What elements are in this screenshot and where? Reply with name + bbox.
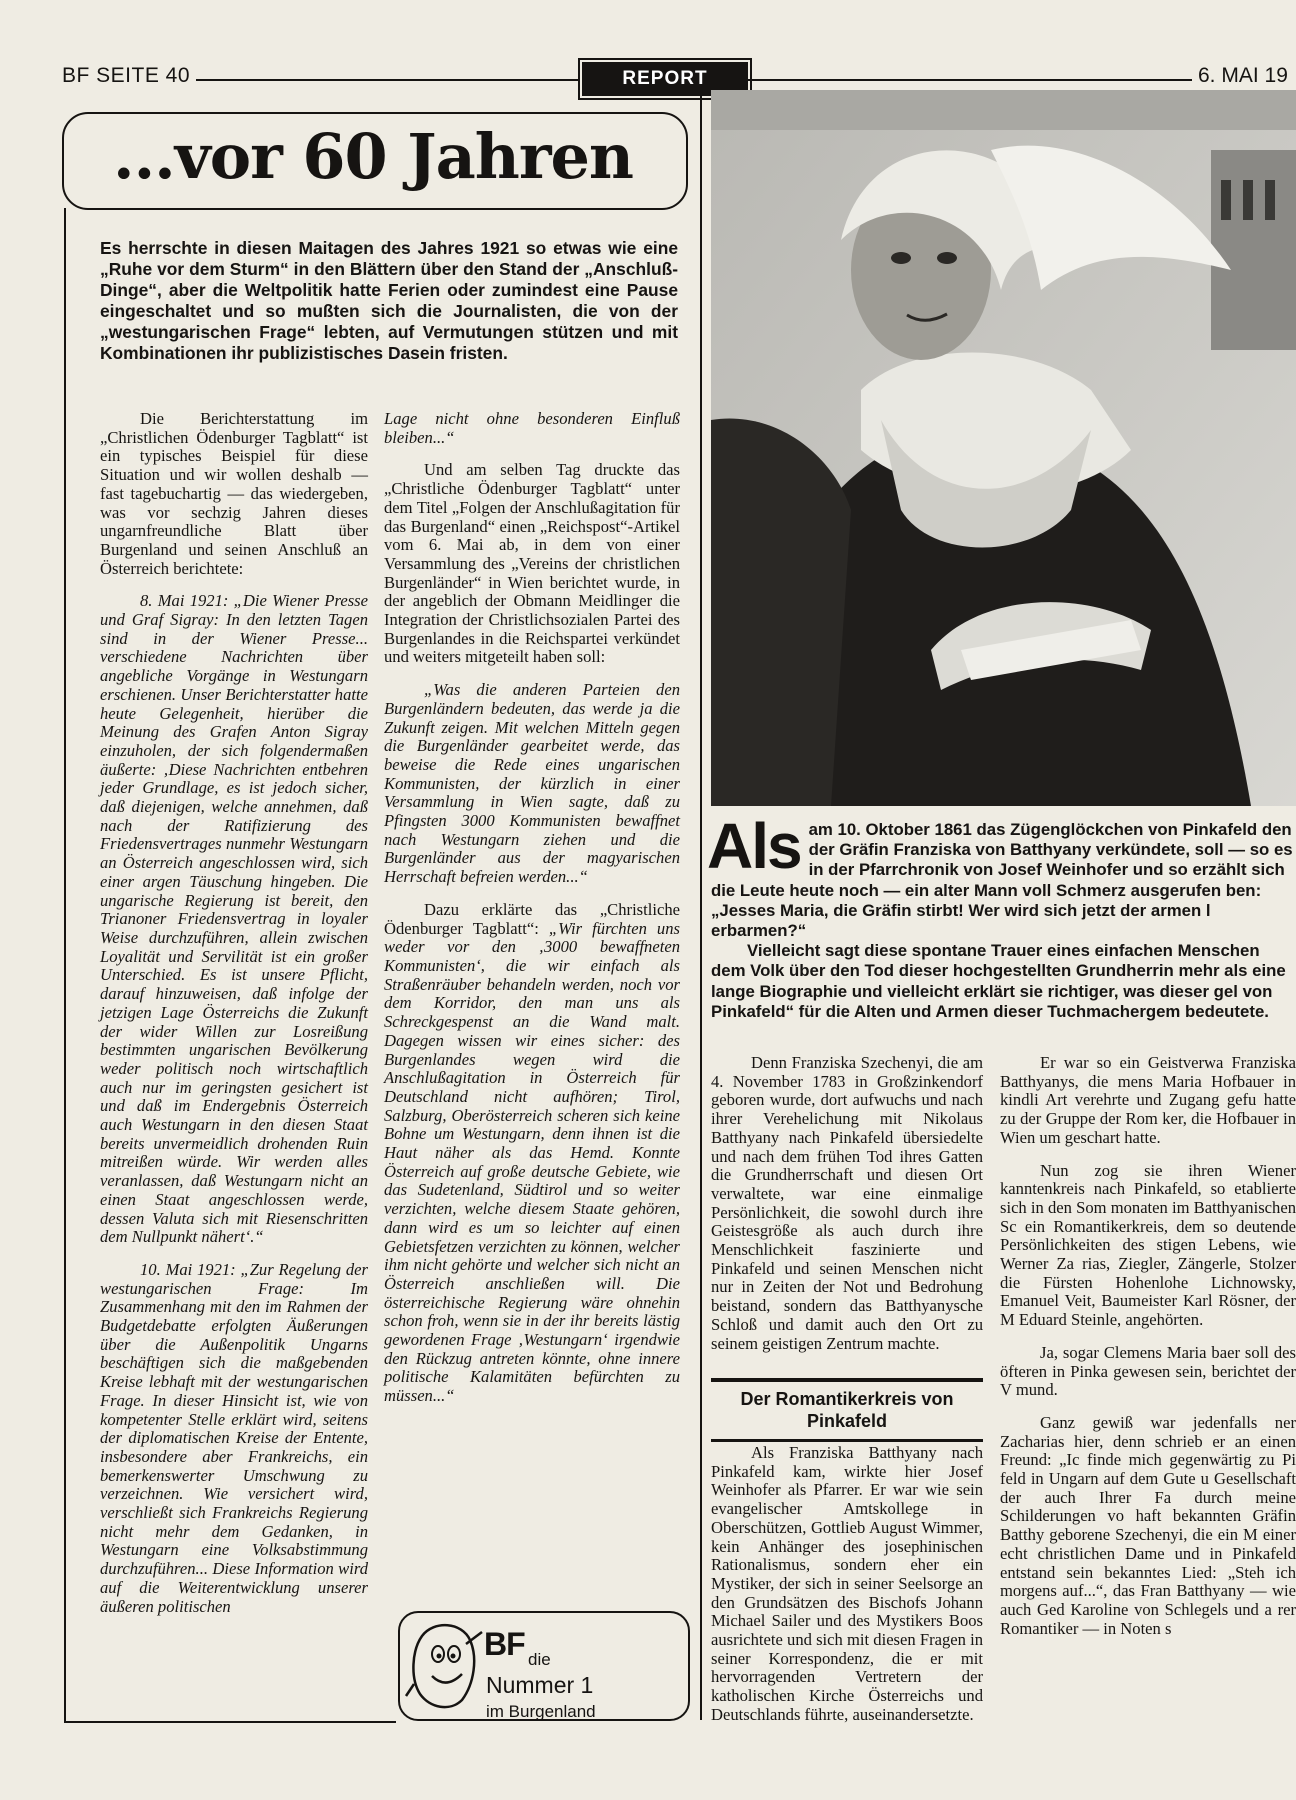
portrait-photo-image [711,90,1296,806]
col2-paragraph-3: „Was die anderen Parteien den Burgenländern bedeuten, das werde ja die Zukunft zeigen. Mit welchen Mitteln gegen die Burgenländer gearbeitet werde, das beweise die Rede eines ungarischen Kommunisten, der kürzlich in einer Versammlung in Wien sagte, daß zu Pfingsten 3000 Kommunisten bewaffnet nach Westungarn ziehen und die Burgenländer aus der magyarischen Herrschaft befreien werden...“ [384,680,680,887]
column-1 [100,410,368,1630]
col4-paragraph-2: Nun zog sie ihren Wiener kanntenkreis nach Pinkafeld, so etablierte sich in den Som monaten im Batthyanischen Sc ein Romantikerkreis, dem so deutende Persönlichkeiten des stigen Lebens, wie Werner Za rias, Ziegler, Zängerle, Stolzer die Fürsten Hohenlohe Lichnowsky, Emanuel Veit, Baumeister Karl Rösner, der M Eduard Steinle, angehörten. [1000,1160,1296,1330]
ad-text-nummer: Nummer 1 [486,1672,594,1698]
col2-paragraph-4-intro: Dazu erklärte das „Christliche Ödenburger Tagblatt“: [384,899,680,938]
section-label: REPORT [582,62,748,96]
col1-paragraph-2: 8. Mai 1921: „Die Wiener Presse und Graf Sigray: In den letzten Tagen sind in der Wiener Presse... verschiedene Nachrichten über angebliche Vorgänge in Westungarn erschienen. Unser Berichterstatter hatte heute Gelegenheit, hierüber die Meinung des Grafen Anton Sigray einzuholen, der sich folgendermaßen äußerte: ‚Diese Nachrichten entbehren jeder Grundlage, es ist jedoch sicher, daß diejenigen, welche annehmen, daß nach der Ratifizierung des Friedensvertrages nunmehr Westungarn an Österreich angeschlossen wird, sich einer argen Täuschung hingeben. Die ungarische Regierung ist bereit, den Trianoner Friedensvertrag in loyaler Weise durchzuführen, allein zwischen Loyalität und Servilität ist ein großer Unterschied. Es ist unsere Pflicht, darauf hinzuweisen, daß infolge der jetzigen Lage Österreichs die Zukunft der wider Willen zur Losreißung bestimmten ungarischen Bevölkerung weder politisch noch wirtschaftlich auch nur im geringsten gesichert ist und daß im Endergebnis Österreich auch Westungarn in den diesen Staat bereits unvermeidlich drohenden Ruin mitreißen würde. Wir werden alles veranlassen, daß Westungarn nicht an einen Staat angeschlossen werde, dessen Valuta sich mit Riesenschritten dem Nullpunkt nähert‘.“ [100,591,368,1247]
frame-rule-center [700,90,702,1720]
ad-text-region: im Burgenland [486,1702,596,1721]
frame-rule-left [64,208,66,1723]
mascot-illustration [404,1614,486,1714]
col2-paragraph-2: Und am selben Tag druckte das „Christliche Ödenburger Tagblatt“ unter dem Titel „Folgen der Anschlußagitation für das Burgenland“ einen „Reichspost“-Artikel vom 6. Mai ab, in dem von einer Versammlung des „Vereins der christlichen Burgenländer“ in Wien berichtet wurde, in der angeblich der Obmann Meidlinger die Integration der Christlichsozialen Partei des Burgenlandes in die Reichspartei verkündet und weiters mitgeteilt haben soll: [384,460,680,667]
col4-paragraph-1: Er war so ein Geistverwa Franziska Batthyanys, die mens Maria Hofbauer in kindli Art verehrte und Zugang gefu hatte zu der Gruppe der Rom ker, die Hofbauer in Wien um geschart hatte. [1000,1054,1296,1147]
col2-paragraph-4-quote: „Wir fürchten uns weder vor den ‚3000 bewaffneten Kommunisten‘, die wir einfach als Straßenräuber behandeln werden, noch vor dem Korridor, den man uns als Schreckgespenst an die Wand malt. Dagegen wissen wir eines sicher: des Burgenlandes wegen wird die Anschlußagitation in Österreich für Deutschland nicht aufhören; Tirol, Salzburg, Oberösterreich scheren sich keine Bohne um Westungarn, denn ihnen ist die Haut näher als das Hemd. Konnte Österreich auf große deutsche Gebiete, wie das Sudetenland, Südtirol und so weiter verzichten, welche diesem Staate gehören, dann wird es um so leichter auf einen Gebietsfetzen verzichten zu können, welcher ihm nicht gehörte und welcher sich nicht an Österreich anschließen will. Die österreichische Regierung wäre ohnehin schon froh, wenn sie in der ihr bereits lästig gewordenen Frage ‚Westungarn‘ irgendwie den Rückzug antreten könnte, ohne innere politische Kalamitäten befürchten zu müssen...“ [384,918,680,1406]
col2-paragraph-1: Lage nicht ohne besonderen Einfluß bleiben...“ [384,409,680,447]
col3-paragraph-1: Denn Franziska Szechenyi, die am 4. November 1783 in Großzinkendorf geboren wurde, dort aufwuchs und nach ihrer Verehelichung mit Nikolaus Batthyany nach Pinkafeld übersiedelte und nach dem frühen Tod ihres Gatten die Grundherrschaft und diesen Ort verwaltete, war eine einmalige Persönlichkeit, die sowohl durch ihre Geistesgröße als auch durch ihre Menschlichkeit faszinierte und Pinkafeld und seinen Menschen nicht nur in Zeiten der Not und Bedrohung beistand, sondern das Batthyanysche Schloß und damit auch den Ort zu seinem geistigen Zentrum machte. [711,1053,983,1353]
intro-paragraph-1 [707,810,1296,941]
frame-rule-bottom [64,1721,396,1723]
intro-paragraph-2: Vielleicht sagt diese spontane Trauer eines einfachen Menschen dem Volk über den Tod dieser hochgestellten Grundherrin mehr als eine lange Biographie und vielleicht erklärt sie richtiger, was dieser gel von Pinkafeld“ für die Alten und Armen dieser Tuchmachergem bedeutete. [711,941,1286,1021]
column-4 [1000,1054,1296,1774]
article-title: ...vor 60 Jahren [112,120,634,193]
page-number: BF SEITE 40 [62,64,191,87]
lead-paragraph: Es herrschte in diesen Maitagen des Jahres 1921 so etwas wie eine „Ruhe vor dem Sturm“ in den Blättern über den Stand der „Anschluß-Dinge“, aber die Weltpolitik hatte Ferien oder zumindest eine Pause eingeschaltet und so mußten sich die Journalisten, die von der „westungarischen Frage“ lebten, auf Vermutungen stützen und mit Kombinationen ihr publizistisches Dasein fristen. [100,238,678,363]
col3-paragraph-2: Als Franziska Batthyany nach Pinkafeld kam, wirkte hier Josef Weinhofer als Pfarrer. Er war wie sein evangelischer Amtskollege in Oberschützen, Gottlieb August Wimmer, kein Anhänger des josephinischen Rationalismus, sondern eher ein Mystiker, der sich in seiner Seelsorge an den Grundsätzen des Bischofs Johann Michael Sailer und des Mystikers Boos ausrichtete und sich mit diesen Fragen in seiner Korrespondenz, die er mit hervorragenden Vertretern der katholischen Kirche Österreichs und Deutschlands führte, auseinandersetzte. [711,1443,983,1724]
intro-text-1: am 10. Oktober 1861 das Zügenglöckchen von Pinkafeld den der Gräfin Franziska von Batthyany verkündete, soll — so es in der Pfarrchronik von Josef Weinhofer und so erzählt sich die Leute heute noch — ein alter Mann voll Schmerz ausgerufen ben: „Jesses Maria, die Gräfin stirbt! Wer wird sich jetzt der armen l erbarmen?“ [711,820,1293,941]
ad-text-die: die [528,1650,551,1669]
subheading: Der Romantikerkreis von Pinkafeld [711,1378,983,1442]
col1-paragraph-3: 10. Mai 1921: „Zur Regelung der westungarischen Frage: Im Zusammenhang mit den im Rahmen der Budgetdebatte erfolgten Äußerungen über die Außenpolitik Ungarns beschäftigen sich die maßgebenden Kreise lebhaft mit der westungarischen Frage. In dieser Hinsicht ist, wie von kompetenter Stelle erklärt wird, seitens der diplomatischen Kreise der Entente, insbesondere aber Frankreichs, ein bemerkenswerter Umschwung zu verzeichnen. Wie versichert wird, verschließt sich Frankreichs Regierung nicht mehr dem Gedanken, in Westungarn eine Volksabstimmung durchzuführen... Diese Information wird auf die Weiterentwicklung unserer äußeren politischen [100,1259,368,1616]
col2-paragraph-4 [384,901,680,1406]
drop-cap: Als [707,810,801,882]
col4-paragraph-4: Ganz gewiß war jedenfalls ner Zacharias hier, denn schrieb er an einen Freund: „Ic finde mich gegenwärtig zu Pi feld in Ungarn auf dem Gute u Gesellschaft der auch Ihrer Fa durch meine Schilderungen vo haft bekannten Gräfin Batthy geborene Szechenyi, die ein M einer echt christlichen Dame und in Pinkafeld entstand sein bekanntes Lied: „Steh ich morgens auf...“, das Fran Batthyany — wie auch Ged Karoline von Schlegels und a rer Romantiker — in Noten s [1000,1412,1296,1638]
issue-date: 6. MAI 19 [1198,64,1288,87]
col4-paragraph-3: Ja, sogar Clemens Maria baer soll des öfteren in Pinka gewesen sein, berichtet der V mund. [1000,1342,1296,1400]
ad-logo: BF [484,1626,525,1662]
header-rule-right [748,79,1192,81]
col1-paragraph-1: Die Berichterstattung im „Christlichen Ödenburger Tagblatt“ ist ein typisches Beispiel für diese Situation und wir wollen deshalb — fast tagebuchartig — das wiedergeben, was vor sechzig Jahren dieses ungarnfreundliche Blatt über Burgenland und seinen Anschluß an Österreich berichtete: [100,409,368,578]
column-3 [711,1054,983,1367]
header-rule-left [196,79,580,81]
right-article-intro [707,810,1296,1022]
column-3-continued [711,1444,983,1739]
portrait-photo [711,90,1296,806]
column-2 [384,410,680,1420]
